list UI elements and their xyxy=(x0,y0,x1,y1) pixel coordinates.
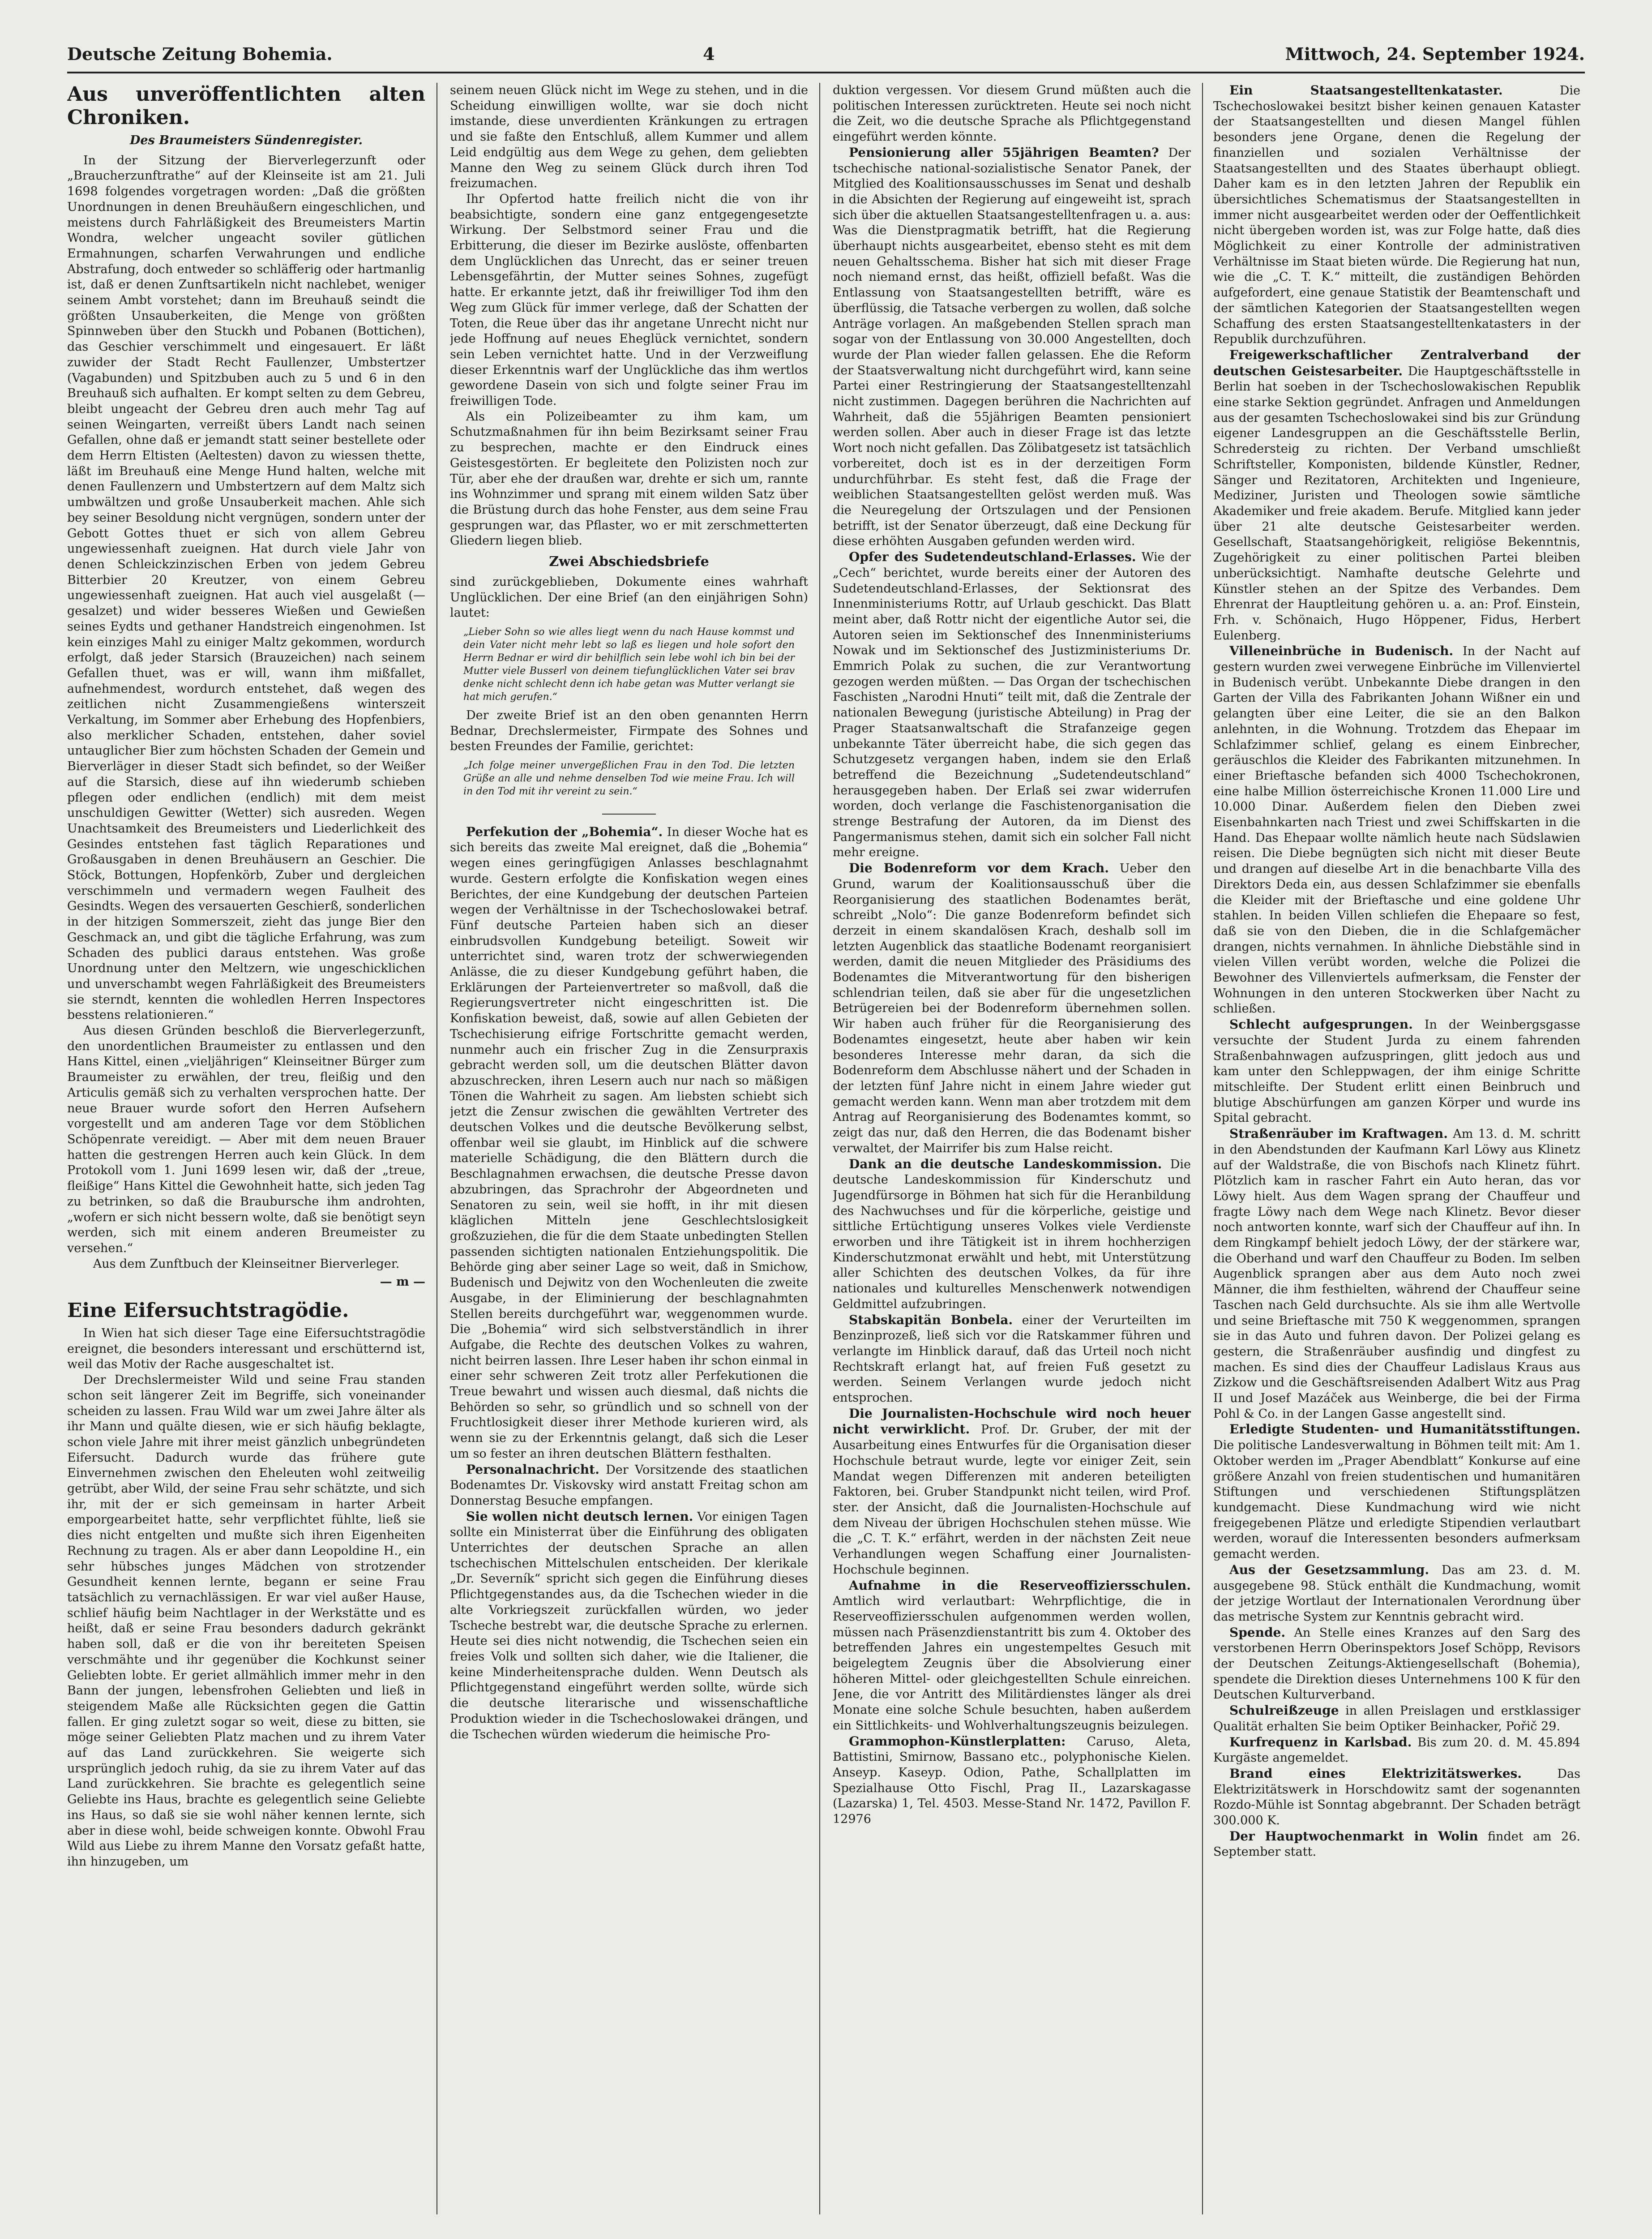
article-paragraph: Aus diesen Gründen beschloß die Bierverlegerzunft, den unordentlichen Braumeister zu entlassen und den Hans Kittel, einen „vieljährigen“ Kleinseitner Bürger zum Braumeister zu erwählen, der treu, fleißig und den Articulis gemäß sich zu verhalten versprochen hatte. Der neue Brauer wurde sofort den Herren Aufsehern vorgestellt und am anderen Tage vor dem Stöblichen Schöpenrate vereidigt. — Aber mit dem neuen Brauer hatten die gestrengen Herren auch kein Glück. In dem Protokoll vom 1. Juni 1699 lesen wir, daß der „treue, fleißige“ Hans Kittel die Gewohnheit hatte, sich jeden Tag zu betrinken, so daß die Braubursche ihm androhten, „wofern er sich nicht bessern wolte, daß sie benötigt seyn werden, sich mit einem anderen Breumeister zu versehen.“ xyxy=(67,1024,425,1255)
news-heading: Die Bodenreform vor dem Krach. xyxy=(849,861,1109,876)
news-heading: Villeneinbrüche in Budenisch. xyxy=(1229,643,1454,659)
news-text: Das Elektrizitätswerk in Horschdowitz samt der sogenannten Rozdo-Mühle ist Sonntag abgebrannt. Der Schaden beträgt 300.000 K. xyxy=(1213,1767,1580,1828)
advert-heading: Grammophon-Künstlerplatten: xyxy=(849,1733,1066,1749)
news-heading: Freigewerkschaftlicher Zentralverband der deutschen Geistesarbeiter. xyxy=(1213,347,1580,378)
news-text: Ueber den Grund, warum der Koalitionsausschuß über die Reorganisierung des staatlichen Bodenamtes berät, schreibt „Nolo“: Die ganze Bodenreform befindet sich derzeit in einem skandalösen Krach, deshalb soll im letzten Augenblick das staatliche Bodenamt reorganisiert werden, damit die neuen Mitglieder des Präsidiums des Bodenamtes die Mitverantwortung für den bisherigen schlendrian teilen, daß sie aber für die ungesetzlichen Betrügereien bei der Bodenreform übernehmen sollen. Wir haben auch früher für die Reorganisierung des Bodenamtes eingesetzt, heute aber haben wir kein besonderes Interesse mehr daran, da sich die Bodenreform dem Abschlusse nähert und der Schaden in der letzten fünf Jahre nicht in einem Jahre wieder gut gemacht werden kann. Wenn man aber trotzdem mit dem Antrag auf Reorganisierung des Bodenamtes kommt, so zeigt das nur, daß den Herren, die das Bodenamt bisher verwaltet, der Mairrifer bis zum Halse reicht. xyxy=(833,862,1191,1155)
advert-text: Caruso, Aleta, Battistini, Smirnow, Bassano etc., polyphonische Kielen. Anseyp. Kaseyp. Odion, Pathe, Schallplatten im Spezialhause Otto Fischl, Prag II., Lazarskagasse (Lazarska) 1, Tel. 4503. Messe-Stand Nr. 1472, Pavillon F. xyxy=(833,1734,1191,1811)
news-heading: Personalnachricht. xyxy=(466,1462,599,1477)
news-heading: Ein Staatsangestelltenkataster. xyxy=(1229,83,1503,98)
separator xyxy=(450,803,808,819)
news-heading: Erledigte Studenten- und Humanitätsstiftungen. xyxy=(1229,1422,1580,1437)
news-text: Bis zum 20. d. M. 45.894 Kurgäste angemeldet. xyxy=(1213,1735,1580,1765)
news-text: Die Tschechoslowakei besitzt bisher keinen genauen Kataster der Staatsangestellten und diesen Mangel fühlen besonders jene Organe, denen die Regelung der finanziellen und sozialen Verhältnisse der Staatsangestellten und des Staates überhaupt obliegt. Daher kam es in den letzten Jahren der Republik ein übersichtliches Schematismus der Staatsangestellten in immer nicht ausgearbeitet werden oder der Oeffentlichkeit nicht übergeben worden ist, was zur Folge hatte, daß dies Möglichkeit zu einer Kontrolle der administrativen Verhältnisse im Staat bieten würde. Die Regierung hat nun, wie die „C. T. K.“ mitteilt, die zuständigen Behörden aufgefordert, eine genaue Statistik der Beamtenschaft und der sämtlichen Kategorien der Staatsangestellten wegen Schaffung des ersten Staatsangestelltenkatasters in der Republik durchzuführen. xyxy=(1213,84,1580,347)
news-text: Amtlich wird verlautbart: Wehrpflichtige, die in Reserveoffiziersschulen aufgenommen werden wollen, müssen nach Präsenzdienstantritt bis zum 4. Oktober des betreffenden Jahres ein ungestempeltes Gesuch mit beigelegtem Zeugnis über die Absolvierung einer höheren Mittel- oder gleichgestellten Schule einreichen. Jene, die vor Antritt des Militärdienstes länger als drei Monate eine solche Schule besuchten, haben außerdem ein Sittlichkeits- und Wohlverhaltungszeugnis beizulegen. xyxy=(833,1594,1191,1733)
article-title-chronicles: Aus unveröffentlichten alten Chroniken. xyxy=(67,83,425,129)
news-heading: Die Journalisten-Hochschule wird noch heuer nicht verwirklicht. xyxy=(833,1406,1191,1437)
news-heading: Schlecht aufgesprungen. xyxy=(1229,1017,1413,1032)
column-1 xyxy=(67,83,425,2214)
article-title-tragedy: Eine Eifersuchtstragödie. xyxy=(67,1299,349,1322)
news-heading: Perfekution der „Bohemia“. xyxy=(466,824,663,839)
news-text: Die Hauptgeschäftsstelle in Berlin hat soeben in der Tschechoslowakischen Republik eine starke Sektion gegründet. Anfragen und Anmeldungen aus der gesamten Tschechoslowakei sind bis zur Gründung eigener Landesgruppen an die Geschäftsstelle Berlin, Schredersteig zu richten. Der Verband umschließt Schriftsteller, Komponisten, bildende Künstler, Redner, Sänger und Rezitatoren, Architekten und Ingenieure, Mediziner, Juristen und Theologen sowie sämtliche Akademiker und freie akadem. Berufe. Mitglied kann jeder über 21 alte deutsche Geistesarbeiter werden. Gesellschaft, Staatsangehörigkeit, religiöse Bekenntnis, Zugehörigkeit zu einer politischen Partei bleiben unberücksichtigt. Namhafte deutsche Gelehrte und Künstler stehen an der Spitze des Verbandes. Dem Ehrenrat der Hauptleitung gehören u. a. an: Prof. Einstein, Frh. v. Schönaich, Hugo Höppener, Fidus, Herbert Eulenberg. xyxy=(1213,364,1580,643)
newspaper-name: Deutsche Zeitung Bohemia. xyxy=(67,44,333,64)
column-3 xyxy=(833,83,1191,2214)
column-2 xyxy=(450,83,808,2214)
article-paragraph: seinem neuen Glück nicht im Wege zu stehen, und in die Scheidung einwilligen wollte, war sie doch nicht imstande, diese unverdienten Kränkungen zu ertragen und sie faßte den Entschluß, allem Kummer und allem Leid endgültig aus dem Wege zu gehen, dem geliebten Manne den Weg zu seinem Glück durch ihren Tod freizumachen. xyxy=(450,83,808,191)
news-text: In der Weinbergsgasse versuchte der Student Jurda zu einem fahrenden Straßenbahnwagen aufzuspringen, glitt jedoch aus und kam unter den Schleppwagen, der ihm einige Schritte mitschleifte. Der Student erlitt einen Beinbruch und blutige Abschürfungen am ganzen Körper und wurde ins Spital gebracht. xyxy=(1213,1018,1580,1125)
news-text: Prof. Dr. Gruber, der mit der Ausarbeitung eines Entwurfes für die Organisation dieser Hochschule betraut wurde, legte vor einiger Zeit, sein Mandat wegen Differenzen mit anderen beteiligten Faktoren, bei. Gruber Standpunkt nicht teilen, wird Prof. ster. der Ansicht, daß die Journalisten-Hochschule auf dem Niveau der übrigen Hochschulen stehen müsse. Wie die „C. T. K.“ erfährt, werden in der nächsten Zeit neue Verhandlungen wegen Schaffung einer Journalisten-Hochschule beginnen. xyxy=(833,1423,1191,1577)
article-paragraph: Der Drechslermeister Wild und seine Frau standen schon seit längerer Zeit im Begriffe, sich voneinander scheiden zu lassen. Frau Wild war um zwei Jahre älter als ihr Mann und quälte diesen, wie er sich häufig beklagte, schon viele Jahre mit ihrer meist gänzlich unbegründeten Eifersucht. Dadurch wurde das frühere gute Einvernehmen zwischen den Eheleuten wohl zeitweilig getrübt, aber Wild, der seine Frau sehr schätzte, und sich ihr, mit der er sich gemeinsam in harter Arbeit emporgearbeitet hatte, sehr verpflichtet fühlte, ließ sie dies nicht entgelten und mußte sich ihren Eigenheiten Rechnung zu tragen. Als er aber dann Leopoldine H., ein sehr hübsches junges Mädchen von strotzender Gesundheit kennen lernte, begann er seine Frau tatsächlich zu vernachlässigen. Er war viel außer Hause, schlief häufig beim Nachtlager in der Werkstätte und es heißt, daß er seine Frau besonders dadurch gekränkt haben soll, daß er die von ihr bereiteten Speisen verschmähte und ihr gegenüber die Kochkunst seiner Geliebten lobte. Er geriet allmählich immer mehr in den Bann der jungen, lebensfrohen Geliebten und ließ in steigendem Maße alle Rücksichten gegen die Gattin fallen. Er ging zuletzt sogar so weit, diese zu bitten, sie möge seiner Geliebten Platz machen und zu ihrem Vater auf das Land zurückkehren. Sie weigerte sich ursprünglich jedoch ruhig, da sie zu ihrem Vater auf das Land zurückkehren. Sie brachte es gelegentlich seine Geliebte ins Haus, brachte es gelegentlich seine Geliebte ins Haus, so daß sie sie wohl näher kennen lernte, sich aber in diese wohl, beide schweigen konnte. Obwohl Frau Wild aus Liebe zu ihrem Manne den Vorsatz gefaßt hatte, ihn hinzugeben, um xyxy=(67,1373,425,1869)
letter-quote: „Lieber Sohn so wie alles liegt wenn du nach Hause kommst und dein Vater nicht mehr lebt so laß es liegen und hole sofort den Herrn Bednar er wird dir behilflich sein lebe wohl ich bin bei der Mutter viele Busserl von deinem tiefunglücklichen Vater sei brav denke nicht schlecht denn ich habe getan was Mutter verlangt sie hat mich gerufen.“ xyxy=(463,626,795,703)
article-paragraph: In Wien hat sich dieser Tage eine Eifersuchtstragödie ereignet, die besonders interessant und erschütternd ist, weil das Motiv der Rache ausgeschaltet ist. xyxy=(67,1326,425,1372)
news-text: in allen Preislagen und erstklassiger Qualität erhalten Sie beim Optiker Beinhacker, Pořič 29. xyxy=(1213,1704,1580,1733)
news-text: findet am 26. September statt. xyxy=(1213,1829,1580,1859)
news-heading: Spende. xyxy=(1229,1625,1286,1640)
news-heading: Sie wollen nicht deutsch lernen. xyxy=(466,1509,693,1524)
article-paragraph: Ihr Opfertod hatte freilich nicht die von ihr beabsichtigte, sondern eine ganz entgegengesetzte Wirkung. Der Selbstmord seiner Frau und die Erbitterung, die dieser im Bezirke auslöste, offenbarten dem Unglücklichen das Unrecht, das er seiner treuen Lebensgefährtin, der Mutter seines Sohnes, zugefügt hatte. Er erkannte jetzt, daß ihr freiwilliger Tod ihm den Weg zum Glück für immer verlege, daß der Schatten der Toten, die Reue über das ihr angetane Unrecht nicht nur jede Hoffnung auf neues Eheglück vernichtet, sondern sein Leben vernichtet hatte. Und in der Verzweiflung dieser Erkenntnis warf der Unglückliche das ihm wertlos gewordene Dasein von sich und folgte seiner Frau im freiwilligen Tode. xyxy=(450,192,808,408)
section-heading: Zwei Abschiedsbriefe xyxy=(549,554,709,570)
news-heading: Der Hauptwochenmarkt in Wolin xyxy=(1229,1828,1478,1844)
article-paragraph: In der Sitzung der Bierverlegerzunft oder „Braucherzunftrathe“ auf der Kleinseite ist am 21. Juli 1698 folgendes vorgetragen worden: „Daß die größten Unordnungen in denen Breuhäußern eingeschlichen, und meistens durch Fahrläßigkeit des Breumeisters Martin Wondra, welcher ungeacht soviler gütlichen Ermahnungen, scharfen Verwahrungen und endliche Abstrafung, doch entweder so schläfferig oder hartmanlig ist, daß er denen Zunftsartikeln nicht nachlebet, weniger seinem Ambt vorstehet; dann im Breuhauß seindt die größten Unsauberkeiten, die Menge von größten Spinnweben über den Stuckh und Pobanen (Bottichen), das Geschier verschimmelt und eingesauert. Er läßt zuwider der Stadt Recht Faullenzer, Umbstertzer (Vagabunden) und Spitzbuben auch zu 5 und 6 in den Breuhauß sich aufhalten. Er kompt selten zu dem Gebreu, bleibt ungeacht der Gebreu dren auch mehr Tag auf seinen Weingarten, verreißt übers Landt nach seinen Gefallen, ohne daß er jemandt statt seiner bestellete oder dem Herrn Eltisten (Aeltesten) davon zu wiessen thette, läßt im Breuhauß eine Menge Hund halten, welche mit denen Faullenzern und Umbstertzern auf dem Maltz sich umbwältzen und große Unsauberkeit machen. Ahle sich bey seiner Besoldung nicht vergnügen, sondern unter der Gebott Gottes thuet er sich von allem Gebreu ungewiessenhaft zueignen. Hat durch viele Jahr von denen Schleickzinzischen Erben von jedem Gebreu Bitterbier 20 Kreutzer, von einem Gebreu ungewiessenhaft zueignen. Hat auch viel ausgelaßt (— gesalzet) und wider besseres Wießen und Gewießen seines Eydts und gethaner Handstreich eingenohmen. Ist kein einziges Mahl zu einiger Maltz gekommen, wordurch erfolgt, daß jeder Starsich (Brauzeichen) nach seinem Gefallen thuet, was er will, wann ihm mißfallet, aufnehmendest, wordurch entstehet, daß wegen des zeitlichen nicht Zusammengießens winterszeit Verkaltung, im Sommer aber Erhebung des Hopfenbiers, also merklicher Schaden, entstehen, daher soviel untauglicher Bier zum höchsten Schaden der Gemein und Bierverläger in dieser Stadt sich befindet, so der Weißer auf die Starsich, diese auf ihn wiederumb schieben pflegen oder endlichen (endlich) mit dem meist unschuldigen Gewitter (Wetter) sich ausreden. Wegen Unachtsamkeit des Breumeisters und Liederlichkeit des Gesindes entstehen fast täglich Reparationes und Großausgaben in denen Breuhäusern an Geschier. Die Stöck, Bottungen, Hopfenkörb, Zuber und dergleichen verschimmeln und vermadern wegen Faulheit des Gesindts. Wegen des versauerten Geschierß, sonderlichen in der hitzigen Sommerszeit, zieht das junge Bier den Geschmack an, und gibt die tägliche Erfahrung, was zum Schaden des publici daraus entstehen. Was große Unordnung unter den Meltzern, wie ungeschicklichen und unverschambt wegen Fahrläßigkeit des Breumeisters sie sterndt, kennten die wohledlen Herren Inspectores besstens relationieren.“ xyxy=(67,153,425,1022)
news-text: Der tschechische national-sozialistische Senator Panek, der Mitglied des Koalitionsausschusses im Senat und deshalb in die Absichten der Regierung auf eingeweiht ist, sprach sich über die aktuellen Staatsangestelltenfragen u. a. aus: Was die Dienstpragmatik betrifft, hat die Regierung überhaupt nichts ausgearbeitet, ebenso steht es mit dem neuen Gehaltsschema. Bisher hat sich mit dieser Frage noch niemand ernst, das heißt, offiziell befaßt. Was die Entlassung von Staatsangestellten betrifft, wäre es überflüssig, die Tatsache verbergen zu wollen, daß solche Anträge vorlagen. An maßgebenden Stellen sprach man sogar von der Entlassung von 30.000 Angestellten, doch wurde der Plan wieder fallen gelassen. Ehe die Reform der Staatsverwaltung nicht durchgeführt wird, kann seine Partei einer Restringierung der Staatsangestelltenzahl nicht zustimmen. Dagegen berühren die Nachrichten auf Wahrheit, daß die 55jährigen Beamten pensioniert werden sollen. Aber auch in dieser Frage ist das letzte Wort noch nicht gefallen. Das Zölibatgesetz ist tatsächlich vorbereitet, doch ist es in der derzeitigen Form undurchführbar. Es steht fest, daß die Frage der weiblichen Staatsangestellten gelöst werden muß. Was die Neuregelung der Ortszulagen und der Pensionen betrifft, ist der Senator überzeugt, daß eine Deckung für diese erhöhten Ausgaben gefunden werden wird. xyxy=(833,146,1191,549)
news-text: Wie der „Cech“ berichtet, wurde bereits einer der Autoren des Sudetendeutschland-Erlasses, der Sektionsrat des Innenministeriums Rottr, auf Urlaub geschickt. Das Blatt meint aber, daß Rottr nicht der eigentliche Autor sei, die Autoren seien im Sektionschef des Innenministeriums Nowak und im Sektionschef des Justizministeriums Dr. Emmrich Polak zu suchen, die zur Verantwortung gezogen werden müßten. — Das Organ der tschechischen Faschisten „Narodni Hnuti“ teilt mit, daß die Zentrale der nationalen Bewegung (juristische Abteilung) in Prag der Prager Staatsanwaltschaft die Strafanzeige gegen unbekannte Täter überreicht habe, die sich gegen das Schutzgesetz vergangen haben, indem sie den Erlaß betreffend die Bezeichnung „Sudetendeutschland“ herausgegeben haben. Der Erlaß sei zwar widerrufen worden, doch verlange die Faschistenorganisation die strenge Bestrafung der Autoren, da im Dienst des Pangermanismus stehen, damit sich ein solcher Fall nicht mehr ereigne. xyxy=(833,550,1191,860)
news-heading: Brand eines Elektrizitätswerkes. xyxy=(1229,1766,1522,1781)
news-heading: Straßenräuber im Kraftwagen. xyxy=(1229,1126,1448,1141)
news-heading: Opfer des Sudetendeutschland-Erlasses. xyxy=(849,549,1136,565)
article-source: Aus dem Zunftbuch der Kleinseitner Bierverleger. xyxy=(93,1257,400,1271)
news-text: Der Vorsitzende des staatlichen Bodenamtes Dr. Viskovsky wird anstatt Freitag schon am Donnerstag Besuche empfangen. xyxy=(450,1463,808,1508)
news-text: In der Nacht auf gestern wurden zwei verwegene Einbrüche im Villenviertel in Budenisch verübt. Unbekannte Diebe drangen in den Garten der Villa des Fabrikanten Johann Wißner ein und gelangten über eine Leiter, die sie an den Balkon anlehnten, in die Wohnung. Trotzdem das Ehepaar im Schlafzimmer schlief, gelang es einem Einbrecher, geräuschlos die Kleider des Fabrikanten mitzunehmen. In einer Brieftasche befanden sich 4000 Tschechokronen, eine halbe Million österreichische Kronen 11.000 Lire und 10.000 Dinar. Außerdem fielen den Dieben zwei Eisenbahnkarten nach Triest und zwei Schiffskarten in die Hand. Das Ehepaar wollte nämlich heute nach Südslawien reisen. Die Diebe begnügten sich nicht mit dieser Beute und drangen auf dieselbe Art in die benachbarte Villa des Direktors Deda ein, aus dessen Schlafzimmer sie ebenfalls die Kleider mit der Brieftasche und eine goldene Uhr stahlen. In beiden Villen schliefen die Ehepaare so fest, daß sie von den Dieben, die in die Schlafgemächer drangen, nichts vernahmen. In ähnliche Diebstähle sind in vielen Villen verübt worden, welche die Polizei die Bewohner des Villenviertels aufmerksam, die Fenster der Wohnungen in den unteren Stockwerken über Nacht zu schließen. xyxy=(1213,644,1580,1016)
news-text: In dieser Woche hat es sich bereits das zweite Mal ereignet, daß die „Bohemia“ wegen eines geringfügigen Anlasses beschlagnahmt wurde. Gestern erfolgte die Konfiskation wegen eines Berichtes, der eine Kundgebung der deutschen Parteien wegen der Verhältnisse in der Tschechoslowakei betraf. Fünf deutsche Parteien haben sich an dieser einbrudsvollen Kundgebung beteiligt. Soweit wir unterrichtet sind, waren trotz der schwerwiegenden Anlässe, die zu dieser Kundgebung geführt haben, die Erklärungen der Parteienvertreter so maßvoll, daß die Regierungsvertreter nicht eingeschritten ist. Die Konfiskation beweist, daß, sowie auf allen Gebieten der Tschechisierung eifrige Fortschritte gemacht werden, nunmehr auch ein frischer Zug in die Zensurpraxis gebracht werden soll, um die deutschen Blätter davon abzuschrecken, ihren Lesern auch nur nach so mäßigen Tönen die Wahrheit zu sagen. Am liebsten schiebt sich jetzt die Zensur zwischen die gewählten Vertreter des deutschen Volkes und die deutsche Bevölkerung selbst, offenbar weil sie glaubt, im Hinblick auf die schwere materielle Schädigung, die den Blättern durch die Beschlagnahmen erwachsen, die deutsche Presse davon abzubringen, das Sprachrohr der Abgeordneten und Senatoren zu sein, weil sie hofft, in ihr mit diesen kläglichen Mitteln jene Geschlechtslosigkeit großzuziehen, die für die dem Staate unbedingten Stellen passenden sichtigten nationalen Entziehungspolitik. Die Behörde ging aber seiner Lage so weit, daß in Smichow, Budenisch und Dejwitz von den Wochenleuten die zweite Ausgabe, in der Eliminierung der beschlagnahmten Stellen bereits durchgeführt war, weggenommen wurde. Die „Bohemia“ wird sich selbstverständlich in ihrer Aufgabe, die Rechte des deutschen Volkes zu wahren, nicht beirren lassen. Ihre Leser haben ihr schon einmal in einer sehr schweren Zeit trotz aller Perfekutionen die Treue bewahrt und wissen auch diesmal, daß nichts die Behörden so sehr, so gründlich und so schnell von der Fruchtlosigkeit dieser ihrer Methode kurieren wird, als wenn sie zu der Erkenntnis gelangt, daß sich die Leser um so fester an ihren deutschen Blättern festhalten. xyxy=(450,825,808,1461)
news-text: Am 13. d. M. schritt in den Abendstunden der Kaufmann Karl Löwy aus Klinetz auf der Waldstraße, die von Bischofs nach Klinetz führt. Plötzlich kam in rascher Fahrt ein Auto heran, das vor Löwy hielt. Aus dem Wagen sprang der Chauffeur und fragte Löwy nach dem Wege nach Klinetz. Bevor dieser noch antworten konnte, warf sich der Chauffeur auf ihn. In dem Ringkampf behielt jedoch Löwy, der der stärkere war, die Oberhand und warf den Chauffeur zu Boden. Im selben Augenblick sprangen aber aus dem Auto noch zwei Männer, die ihm festhielten, während der Chauffeur seine Taschen nach Geld durchsuchte. Als sie ihm alle Wertvolle und seine Brieftasche mit 750 K weggenommen, sprangen sie in das Auto und fuhren davon. Der Polizei gelang es gestern, die Straßenräuber ausfindig und dingfest zu machen. Es sind dies der Chauffeur Ladislaus Kraus aus Zizkow und die Geschäftsreisenden Adalbert Witz aus Prag II und Josef Mazáček aus Weinberge, die bei der Firma Pohl & Co. in der Langen Gasse angestellt sind. xyxy=(1213,1127,1580,1421)
letter-quote: „Ich folge meiner unvergeßlichen Frau in den Tod. Die letzten Grüße an alle und nehme denselben Tod wie meine Frau. Ich will in den Tod mit ihr vereint zu sein.“ xyxy=(463,760,795,798)
news-text: einer der Verurteilten im Benzinprozeß, ließ sich vor die Ratskammer führen und verlangte im Hinblick darauf, daß das Urteil noch nicht Rechtskraft erlangt hat, auf freien Fuß gesetzt zu werden. Seinem Verlangen wurde jedoch nicht entsprochen. xyxy=(833,1313,1191,1405)
issue-date: Mittwoch, 24. September 1924. xyxy=(1285,44,1585,64)
news-heading: Aufnahme in die Reserveoffiziersschulen. xyxy=(849,1578,1191,1593)
news-heading: Pensionierung aller 55jährigen Beamten? xyxy=(849,145,1159,160)
advert-code: 12976 xyxy=(833,1812,871,1827)
news-text: An Stelle eines Kranzes auf den Sarg des verstorbenen Herrn Oberinspektors Josef Schöpp, Revisors der Deutschen Zeitungs-Aktiengesellschaft (Bohemia), spendete die Direktion dieses Unternehmens 100 K für den Deutschen Kulturverband. xyxy=(1213,1626,1580,1702)
news-heading: Kurfrequenz in Karlsbad. xyxy=(1229,1734,1412,1750)
article-paragraph: sind zurückgeblieben, Dokumente eines wahrhaft Unglücklichen. Der eine Brief (an den einjährigen Sohn) lautet: xyxy=(450,575,808,620)
column-divider xyxy=(819,83,820,2214)
article-paragraph: Der zweite Brief ist an den oben genannten Herrn Bednar, Drechslermeister, Firmpate des Sohnes und besten Freundes der Familie, gerichtet: xyxy=(450,708,808,754)
news-text: Das am 23. d. M. ausgegebene 98. Stück enthält die Kundmachung, womit der jetzige Wortlaut der Internationalen Verordnung über das metrische System zur Kenntnis gebracht wird. xyxy=(1213,1563,1580,1624)
news-text: Vor einigen Tagen sollte ein Ministerrat über die Einführung des obligaten Unterrichtes der deutschen Sprache an allen tschechischen Mittelschulen entscheiden. Der klerikale „Dr. Severník“ spricht sich gegen die Einführung dieses Pflichtgegenstandes aus, da die Tschechen wieder in die alte Vorkriegszeit zurückfallen würden, wo jeder Tscheche bestrebt war, die deutsche Sprache zu erlernen. Heute sei dies nicht notwendig, die Tschechen seien ein freies Volk und sollten sich daher, wie die Italiener, die keine Minderheitensprache dulden. Wenn Deutsch als Pflichtgegenstand eingeführt werden sollte, würde sich die deutsche literarische und wissenschaftliche Produktion wieder in die Tschechoslowakei drängen, und die Tschechen würden wiederum die heimische Pro- xyxy=(450,1510,808,1741)
column-divider xyxy=(1202,83,1203,2214)
column-4 xyxy=(1213,83,1580,2214)
news-heading: Dank an die deutsche Landeskommission. xyxy=(849,1156,1162,1171)
article-subtitle: Des Braumeisters Sündenregister. xyxy=(129,133,363,147)
article-signature: — m — xyxy=(380,1275,425,1289)
page-header xyxy=(67,39,1585,73)
page-number: 4 xyxy=(703,44,715,64)
article-paragraph: duktion vergessen. Vor diesem Grund müßten auch die politischen Interessen zurücktreten. Heute sei noch nicht die Zeit, wo die deutsche Sprache als Pflichtgegenstand eingeführt werden könnte. xyxy=(833,83,1191,144)
news-text: Die politische Landesverwaltung in Böhmen teilt mit: Am 1. Oktober werden im „Prager Abendblatt“ Konkurse auf eine größere Anzahl von freien studentischen und humanitären Stiftungen und verschiedenen Stiftungsplätzen kundgemacht. Diese Kundmachung wird wie nicht freigegebenen Plätze und erledigte Stipendien verlautbart werden, worauf die Interessenten besonders aufmerksam gemacht werden. xyxy=(1213,1438,1580,1561)
news-heading: Schulreißzeuge xyxy=(1229,1703,1339,1718)
article-paragraph: Als ein Polizeibeamter zu ihm kam, um Schutzmaßnahmen für ihn beim Bezirksamt seiner Frau zu besprechen, machte er den Eindruck eines Geistesgestörten. Er begleitete den Polizisten noch zur Tür, aber ehe der draußen war, drehte er sich um, rannte ins Wohnzimmer und sprang mit einem wilden Satz über die Brüstung durch das hohe Fenster, aus dem seine Frau gesprungen war, das Pflaster, wo er mit zerschmetterten Gliedern liegen blieb. xyxy=(450,409,808,548)
news-heading: Stabskapitän Bonbela. xyxy=(849,1312,1013,1327)
news-text: Die deutsche Landeskommission für Kinderschutz und Jugendfürsorge in Böhmen hat sich für die Heranbildung des Nachwuchses und für die körperliche, geistige und sittliche Ertüchtigung unseres Volkes viele Verdienste erworben und ihre Tätigkeit ist in ihrem hochherzigen Kinderschutzmonat erwählt und hebt, mit Unterstützung aller Schichten des deutschen Volkes, da für ihre nationales und kulturelles Menschenwerk notwendigen Geldmittel aufzubringen. xyxy=(833,1157,1191,1311)
news-heading: Aus der Gesetzsammlung. xyxy=(1229,1562,1429,1577)
